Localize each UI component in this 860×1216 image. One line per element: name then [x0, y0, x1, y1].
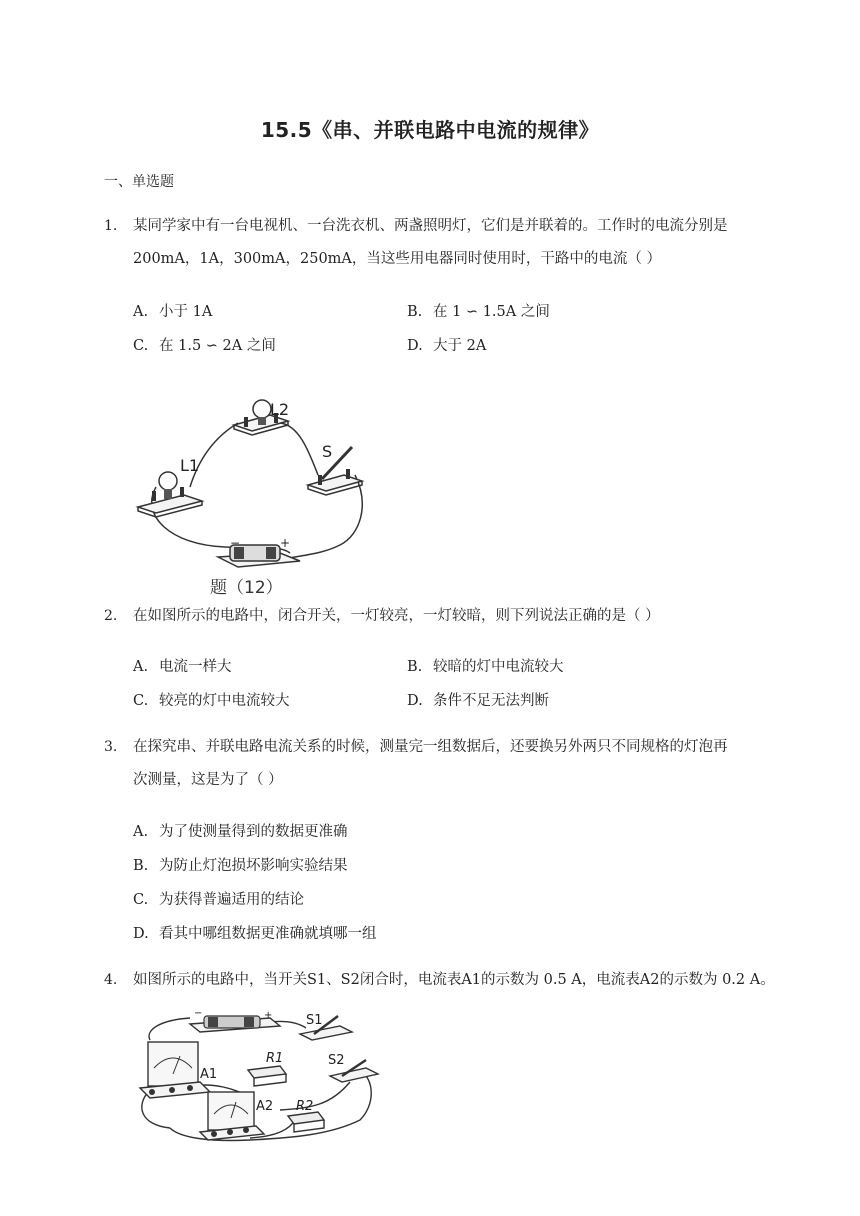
label-plus: +: [264, 1010, 273, 1021]
question-1-line-1: 某同学家中有一台电视机、一台洗衣机、两盏照明灯，它们是并联着的。工作时的电流分别是: [133, 218, 728, 234]
option-label: B.: [407, 304, 423, 320]
question-1-text: [133, 210, 773, 276]
option-label: A.: [133, 824, 149, 840]
option-label: D.: [407, 693, 423, 709]
option-label: A.: [133, 304, 149, 320]
label-plus: +: [280, 536, 291, 550]
question-2-number: 2.: [104, 608, 118, 624]
figure-caption: 题（12）: [210, 578, 283, 598]
label-s1: S1: [306, 1013, 323, 1028]
series-circuit-figure: [130, 395, 390, 600]
option-label: C.: [133, 892, 149, 908]
question-1-option-a: [133, 300, 212, 321]
option-text: 看其中哪组数据更准确就填哪一组: [159, 926, 377, 942]
option-text: 较暗的灯中电流较大: [433, 659, 564, 675]
label-minus: −: [230, 536, 241, 550]
label-s2: S2: [328, 1053, 345, 1068]
parallel-circuit-figure: [130, 1010, 380, 1150]
question-3-option-d: [133, 922, 377, 943]
option-label: B.: [133, 858, 149, 874]
question-3-option-c: [133, 888, 304, 909]
question-1-option-d: [407, 334, 486, 355]
question-2-line-1: 在如图所示的电路中，闭合开关，一灯较亮，一灯较暗，则下列说法正确的是（ ）: [133, 608, 660, 624]
question-2-option-a: [133, 655, 232, 676]
option-text: 为了使测量得到的数据更准确: [159, 824, 348, 840]
question-2-option-d: [407, 689, 549, 710]
section-heading: 一、单选题: [104, 174, 174, 190]
option-text: 在 1 ∽ 1.5A 之间: [433, 304, 550, 320]
option-text: 在 1.5 ∽ 2A 之间: [159, 338, 276, 354]
page-title: 15.5《串、并联电路中电流的规律》: [260, 118, 600, 142]
option-label: D.: [407, 338, 423, 354]
battery-icon: [204, 1016, 260, 1028]
label-minus: −: [194, 1010, 203, 1019]
label-s: S: [322, 442, 333, 461]
question-1-number: 1.: [104, 218, 118, 234]
option-text: 大于 2A: [433, 338, 487, 354]
question-3-option-a: [133, 820, 348, 841]
label-l1: L1: [180, 456, 200, 475]
option-label: B.: [407, 659, 423, 675]
question-1-line-2: 200mA，1A，300mA，250mA，当这些用电器同时使用时，干路中的电流（ ）: [133, 251, 661, 267]
question-2-option-c: [133, 689, 290, 710]
question-3-line-2: 次测量，这是为了（ ）: [133, 772, 283, 788]
option-label: A.: [133, 659, 149, 675]
option-text: 较亮的灯中电流较大: [159, 693, 290, 709]
label-a1: A1: [200, 1067, 218, 1082]
option-text: 为获得普遍适用的结论: [159, 892, 304, 908]
label-r2: R2: [296, 1099, 314, 1114]
question-4-text: [133, 964, 793, 997]
question-3-option-b: [133, 854, 348, 875]
question-1-option-b: [407, 300, 550, 321]
option-label: C.: [133, 338, 149, 354]
question-3-text: [133, 731, 773, 797]
label-l2: L2: [270, 400, 290, 419]
label-r1: R1: [266, 1051, 284, 1066]
option-text: 为防止灯泡损坏影响实验结果: [159, 858, 348, 874]
option-text: 条件不足无法判断: [433, 693, 549, 709]
question-3-number: 3.: [104, 739, 118, 755]
option-label: C.: [133, 693, 149, 709]
question-2-text: [133, 600, 773, 633]
label-a2: A2: [256, 1099, 274, 1114]
question-4-number: 4.: [104, 972, 118, 988]
option-text: 小于 1A: [159, 304, 213, 320]
question-3-line-1: 在探究串、并联电路电流关系的时候，测量完一组数据后，还要换另外两只不同规格的灯泡再: [133, 739, 728, 755]
option-label: D.: [133, 926, 149, 942]
question-1-option-c: [133, 334, 276, 355]
option-text: 电流一样大: [159, 659, 232, 675]
question-2-option-b: [407, 655, 564, 676]
question-4-line-1: 如图所示的电路中，当开关S1、S2闭合时，电流表A1的示数为 0.5 A，电流表A2的示数为 0.2 A。: [133, 972, 775, 988]
